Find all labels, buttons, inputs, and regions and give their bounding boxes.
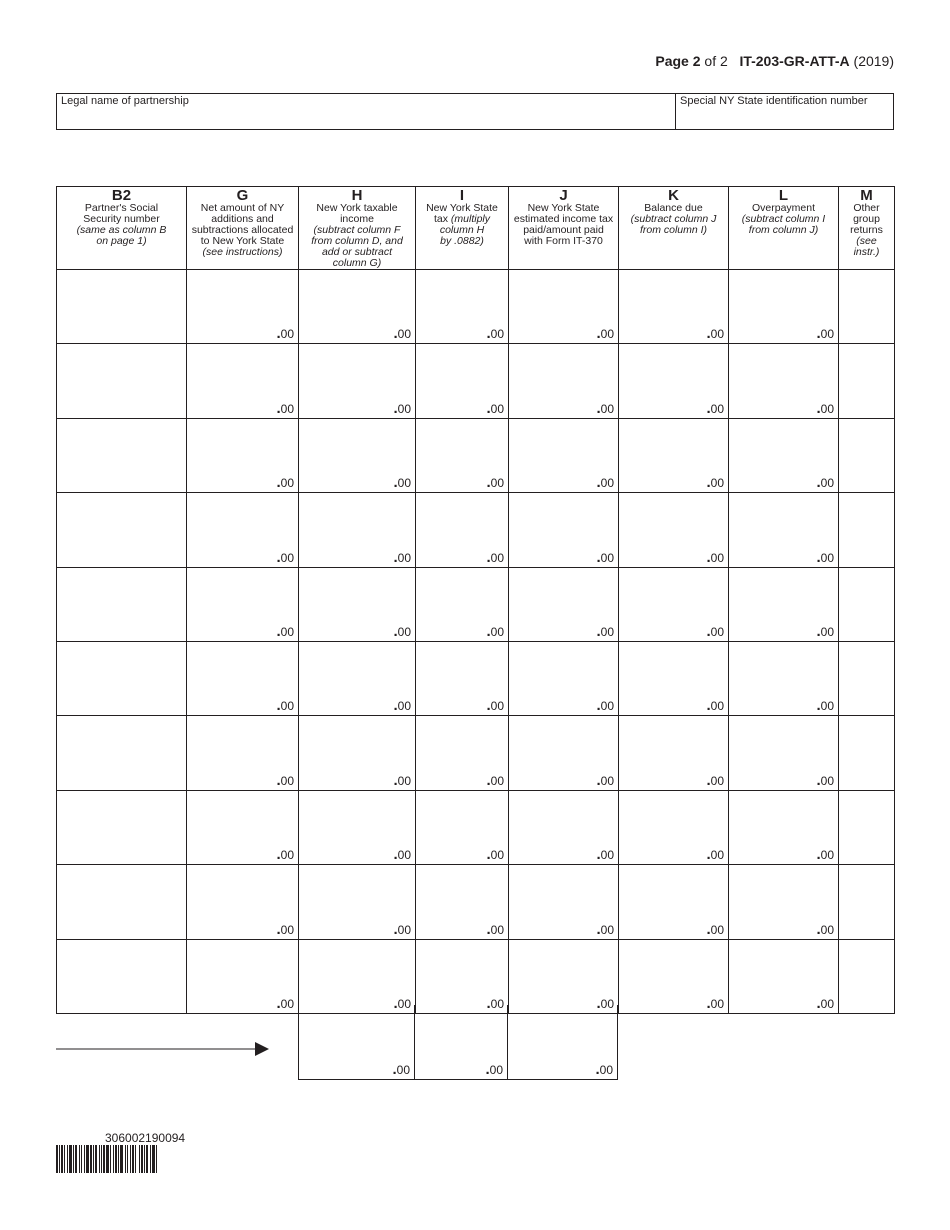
column-description: additions and [211, 213, 274, 225]
amount-value: .00 [816, 994, 834, 1012]
cell-h[interactable] [299, 270, 416, 344]
amount-value: .00 [706, 622, 724, 640]
amount-value: .00 [706, 548, 724, 566]
amount-value: .00 [486, 622, 504, 640]
cell-h[interactable] [299, 790, 416, 864]
column-description: Overpayment [751, 202, 816, 214]
totals-arrow-icon [56, 1042, 269, 1056]
cell-k[interactable] [619, 641, 729, 715]
column-letter: I [459, 187, 465, 204]
cell-i[interactable] [416, 418, 509, 492]
table-row [57, 641, 895, 715]
amount-value: .00 [706, 474, 724, 492]
cell-i[interactable] [416, 567, 509, 641]
amount-value: .00 [706, 325, 724, 343]
column-description: on page 1) [96, 235, 147, 247]
amount-value: .00 [816, 325, 834, 343]
cell-j[interactable] [509, 790, 619, 864]
amount-value: .00 [276, 399, 294, 417]
cell-l[interactable] [729, 865, 839, 939]
cell-g[interactable] [187, 418, 299, 492]
amount-value: .00 [816, 622, 834, 640]
column-description: from column I) [639, 224, 708, 236]
cell-k[interactable] [619, 344, 729, 418]
total-j-amount: .00 [595, 1061, 613, 1078]
cell-i[interactable] [416, 939, 509, 1013]
amount-value: .00 [816, 846, 834, 864]
column-letter: L [778, 187, 789, 204]
column-description: returns [850, 224, 883, 236]
cell-h[interactable] [299, 567, 416, 641]
cell-l[interactable] [729, 493, 839, 567]
partner-table [56, 186, 895, 1014]
cell-i[interactable] [416, 344, 509, 418]
column-description: add or subtract [321, 246, 393, 258]
column-header-m [839, 187, 895, 270]
page-of: of 2 [704, 53, 728, 69]
column-description: Balance due [644, 202, 703, 214]
amount-value: .00 [596, 548, 614, 566]
column-description: (see instructions) [202, 246, 283, 258]
cell-b2[interactable] [57, 567, 187, 641]
column-header-k [619, 187, 729, 270]
amount-value: .00 [393, 994, 411, 1012]
amount-value: .00 [706, 771, 724, 789]
column-description: New York State [527, 202, 600, 214]
cell-l[interactable] [729, 344, 839, 418]
amount-value: .00 [393, 846, 411, 864]
cell-k[interactable] [619, 865, 729, 939]
amount-value: .00 [596, 399, 614, 417]
amount-value: .00 [393, 399, 411, 417]
column-description: by .0882) [440, 235, 484, 247]
cell-h[interactable] [299, 493, 416, 567]
table-row [57, 493, 895, 567]
cell-m[interactable] [839, 344, 895, 418]
amount-value: .00 [596, 697, 614, 715]
cell-m[interactable] [839, 790, 895, 864]
amount-value: .00 [393, 325, 411, 343]
cell-j[interactable] [509, 865, 619, 939]
total-h-field[interactable] [298, 1005, 415, 1080]
amount-value: .00 [276, 994, 294, 1012]
cell-h[interactable] [299, 865, 416, 939]
column-description: Other [853, 202, 880, 214]
amount-value: .00 [706, 399, 724, 417]
amount-value: .00 [816, 548, 834, 566]
cell-j[interactable] [509, 344, 619, 418]
cell-k[interactable] [619, 567, 729, 641]
cell-m[interactable] [839, 493, 895, 567]
column-letter: M [860, 187, 873, 204]
amount-value: .00 [393, 622, 411, 640]
amount-value: .00 [596, 920, 614, 938]
amount-value: .00 [486, 474, 504, 492]
cell-h[interactable] [299, 939, 416, 1013]
table-row [57, 865, 895, 939]
partnership-id-box [56, 93, 894, 130]
cell-m[interactable] [839, 865, 895, 939]
column-description: New York taxable income [316, 202, 398, 225]
amount-value: .00 [276, 325, 294, 343]
total-i-field[interactable] [415, 1005, 508, 1080]
column-header-row [57, 187, 895, 270]
column-header-l [729, 187, 839, 270]
amount-value: .00 [486, 548, 504, 566]
amount-value: .00 [276, 846, 294, 864]
cell-l[interactable] [729, 790, 839, 864]
cell-g[interactable] [187, 865, 299, 939]
cell-m[interactable] [839, 418, 895, 492]
cell-j[interactable] [509, 939, 619, 1013]
column-letter: B2 [111, 187, 132, 204]
amount-value: .00 [276, 920, 294, 938]
cell-l[interactable] [729, 567, 839, 641]
table-row [57, 270, 895, 344]
column-description: (see [856, 235, 877, 247]
cell-h[interactable] [299, 344, 416, 418]
cell-l[interactable] [729, 418, 839, 492]
special-id-field[interactable] [676, 94, 893, 129]
amount-value: .00 [596, 846, 614, 864]
legal-name-label: Legal name of partnership [61, 95, 189, 107]
amount-value: .00 [276, 548, 294, 566]
cell-j[interactable] [509, 493, 619, 567]
cell-i[interactable] [416, 641, 509, 715]
cell-m[interactable] [839, 270, 895, 344]
amount-value: .00 [486, 994, 504, 1012]
amount-value: .00 [596, 771, 614, 789]
cell-m[interactable] [839, 716, 895, 790]
amount-value: .00 [706, 697, 724, 715]
amount-value: .00 [596, 325, 614, 343]
cell-k[interactable] [619, 939, 729, 1013]
cell-i[interactable] [416, 270, 509, 344]
cell-g[interactable] [187, 567, 299, 641]
column-header-g [187, 187, 299, 270]
cell-g[interactable] [187, 344, 299, 418]
cell-b2[interactable] [57, 865, 187, 939]
cell-l[interactable] [729, 270, 839, 344]
column-description: from column D, and [311, 235, 403, 247]
column-description: (same as column B [76, 224, 167, 236]
cell-j[interactable] [509, 418, 619, 492]
totals-row [298, 1005, 618, 1080]
column-description: (subtract column F [313, 224, 401, 236]
legal-name-field[interactable] [57, 94, 676, 129]
amount-value: .00 [276, 697, 294, 715]
column-description: column H [439, 224, 485, 236]
amount-value: .00 [816, 474, 834, 492]
cell-h[interactable] [299, 716, 416, 790]
cell-m[interactable] [839, 567, 895, 641]
cell-m[interactable] [839, 939, 895, 1013]
amount-value: .00 [393, 548, 411, 566]
column-letter: J [559, 187, 568, 204]
amount-value: .00 [596, 994, 614, 1012]
column-description: Partner's Social [84, 202, 159, 214]
amount-value: .00 [486, 846, 504, 864]
cell-i[interactable] [416, 493, 509, 567]
special-id-label: Special NY State identification number [680, 95, 868, 107]
amount-value: .00 [393, 771, 411, 789]
column-header-i [416, 187, 509, 270]
cell-j[interactable] [509, 567, 619, 641]
cell-k[interactable] [619, 418, 729, 492]
cell-g[interactable] [187, 716, 299, 790]
column-description: New York State [426, 202, 498, 214]
cell-b2[interactable] [57, 270, 187, 344]
cell-k[interactable] [619, 270, 729, 344]
amount-value: .00 [393, 920, 411, 938]
cell-g[interactable] [187, 641, 299, 715]
cell-l[interactable] [729, 641, 839, 715]
amount-value: .00 [276, 474, 294, 492]
cell-j[interactable] [509, 270, 619, 344]
barcode-number: 306002190094 [105, 1131, 186, 1145]
total-h-amount: .00 [392, 1061, 410, 1078]
cell-h[interactable] [299, 641, 416, 715]
amount-value: .00 [276, 771, 294, 789]
cell-l[interactable] [729, 716, 839, 790]
cell-b2[interactable] [57, 790, 187, 864]
amount-value: .00 [706, 920, 724, 938]
cell-i[interactable] [416, 716, 509, 790]
cell-b2[interactable] [57, 493, 187, 567]
cell-b2[interactable] [57, 418, 187, 492]
table-row [57, 939, 895, 1013]
column-description: subtractions allocated [191, 224, 294, 236]
cell-m[interactable] [839, 641, 895, 715]
amount-value: .00 [816, 771, 834, 789]
cell-b2[interactable] [57, 939, 187, 1013]
cell-k[interactable] [619, 716, 729, 790]
amount-value: .00 [706, 994, 724, 1012]
amount-value: .00 [816, 697, 834, 715]
column-description: with Form IT-370 [524, 235, 603, 247]
amount-value: .00 [486, 325, 504, 343]
column-description: (subtract column J [630, 213, 717, 225]
column-header-h [299, 187, 416, 270]
cell-j[interactable] [509, 716, 619, 790]
page-number: Page 2 [655, 53, 701, 69]
column-description: Net amount of NY [200, 202, 285, 214]
amount-value: .00 [706, 846, 724, 864]
amount-value: .00 [486, 697, 504, 715]
cell-i[interactable] [416, 790, 509, 864]
amount-value: .00 [486, 920, 504, 938]
column-description: Security number [83, 213, 160, 225]
amount-value: .00 [596, 474, 614, 492]
cell-g[interactable] [187, 790, 299, 864]
column-description: from column J) [748, 224, 819, 236]
cell-g[interactable] [187, 493, 299, 567]
form-year: (2019) [853, 53, 894, 69]
column-description: tax (multiply [433, 213, 491, 225]
amount-value: .00 [486, 399, 504, 417]
column-description: group [853, 213, 880, 225]
column-header-b2 [57, 187, 187, 270]
table-row [57, 716, 895, 790]
cell-b2[interactable] [57, 641, 187, 715]
column-description: to New York State [200, 235, 285, 247]
cell-l[interactable] [729, 939, 839, 1013]
page-header [655, 53, 894, 69]
cell-k[interactable] [619, 493, 729, 567]
amount-value: .00 [816, 399, 834, 417]
table-row [57, 567, 895, 641]
column-letter: K [668, 187, 679, 204]
cell-g[interactable] [187, 939, 299, 1013]
amount-value: .00 [276, 622, 294, 640]
table-row [57, 344, 895, 418]
amount-value: .00 [393, 697, 411, 715]
form-id: IT-203-GR-ATT-A [739, 53, 850, 69]
column-description: (subtract column I [741, 213, 826, 225]
cell-b2[interactable] [57, 344, 187, 418]
total-j-field[interactable] [508, 1005, 618, 1080]
table-row [57, 790, 895, 864]
amount-value: .00 [393, 474, 411, 492]
cell-k[interactable] [619, 790, 729, 864]
barcode [56, 1131, 239, 1173]
cell-g[interactable] [187, 270, 299, 344]
amount-value: .00 [816, 920, 834, 938]
amount-value: .00 [486, 771, 504, 789]
column-description: column G) [332, 257, 382, 269]
cell-b2[interactable] [57, 716, 187, 790]
column-letter: G [236, 187, 249, 204]
column-description: estimated income tax [513, 213, 614, 225]
table-row [57, 418, 895, 492]
cell-h[interactable] [299, 418, 416, 492]
column-header-j [509, 187, 619, 270]
cell-i[interactable] [416, 865, 509, 939]
column-description: paid/amount paid [523, 224, 604, 236]
cell-j[interactable] [509, 641, 619, 715]
total-i-amount: .00 [485, 1061, 503, 1078]
column-description: instr.) [853, 246, 880, 258]
column-letter: H [351, 187, 363, 204]
amount-value: .00 [596, 622, 614, 640]
